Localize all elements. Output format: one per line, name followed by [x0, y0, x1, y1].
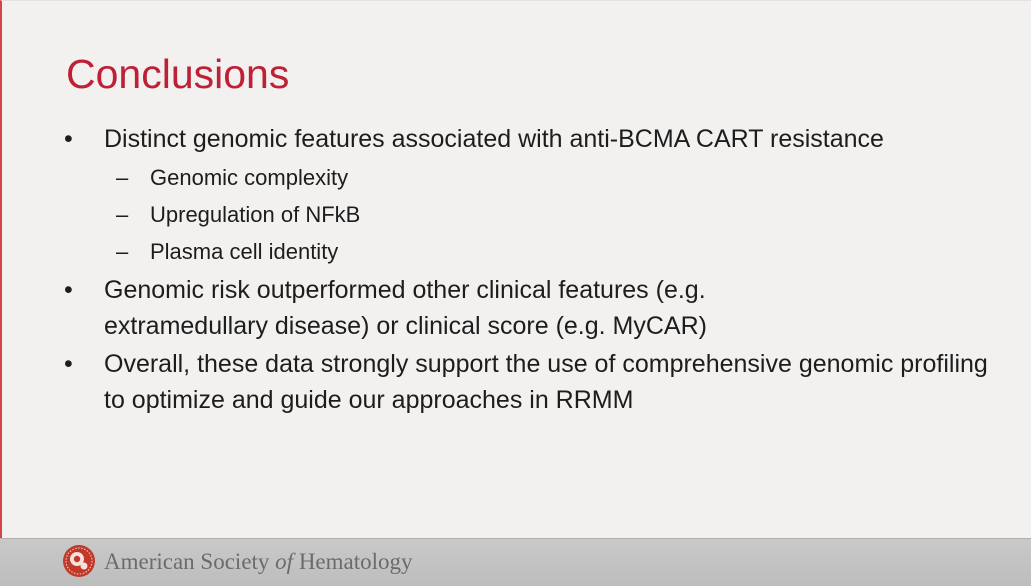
bullet-glyph: • [64, 125, 73, 153]
organization-name: American Society of Hematology [104, 549, 413, 574]
bullet-text: Overall, these data strongly support the use of comprehensive genomic profiling to optimize and guide our approaches in RRMM [104, 350, 988, 414]
sub-bullet-text: Upregulation of NFkB [150, 202, 361, 227]
bullet-text: Genomic risk outperformed other clinical features (e.g. extramedullary disease) or clinical score (e.g. MyCAR) [104, 276, 707, 340]
bullet-item [64, 346, 994, 418]
bullet-text: Distinct genomic features associated with anti-BCMA CART resistance [104, 125, 884, 153]
bullet-item [64, 272, 864, 344]
sub-bullet-glyph: – [116, 239, 129, 264]
sub-bullet-item [64, 196, 984, 233]
slide-title: Conclusions [66, 51, 290, 97]
slide-content [64, 121, 988, 420]
sub-bullet-text: Plasma cell identity [150, 239, 339, 264]
bullet-glyph: • [64, 276, 73, 304]
sub-bullet-item [64, 159, 984, 196]
sub-bullet-glyph: – [116, 165, 129, 190]
bullet-item [64, 121, 884, 157]
sub-bullet-glyph: – [116, 202, 129, 227]
sub-bullet-text: Genomic complexity [150, 165, 349, 190]
ash-logo-icon [62, 544, 96, 578]
sub-bullet-item [64, 233, 984, 270]
bullet-glyph: • [64, 350, 73, 378]
